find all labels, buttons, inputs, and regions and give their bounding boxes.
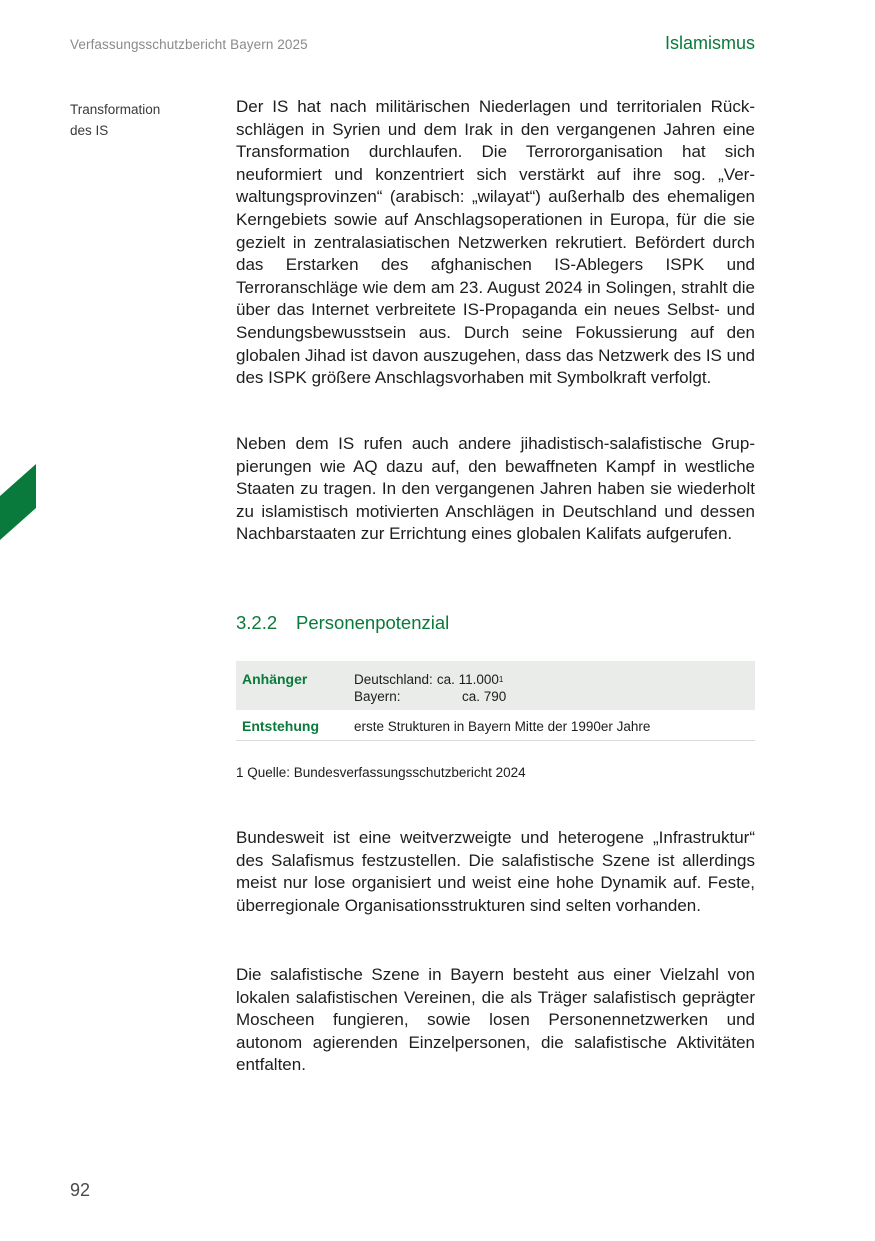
info-table	[236, 661, 755, 741]
margin-note-line-2: des IS	[70, 123, 109, 138]
germany-label: Deutschland:	[354, 672, 433, 687]
table-value-entstehung: erste Strukturen in Bayern Mitte der 1990er Jahre	[354, 719, 651, 734]
bavaria-value: ca. 790	[462, 689, 507, 704]
section-title: Personenpotenzial	[296, 612, 450, 633]
table-key-entstehung: Entstehung	[242, 718, 319, 734]
table-row-anhaenger	[236, 661, 755, 710]
running-header-chapter: Islamismus	[664, 33, 755, 53]
footnote-mark: 1	[498, 675, 504, 684]
section-heading	[236, 612, 449, 634]
margin-note-line-1: Transformation	[70, 102, 161, 117]
table-value-line-germany	[354, 671, 506, 688]
page-number: 92	[70, 1180, 91, 1200]
paragraph-bavaria-scene: Die salafistische Szene in Bayern besteht aus einer Vielzahl von lokalen salafistischen Vereinen, die als Träger salafistisch geprägter Moscheen fungieren, sowie losen Personennetzwerken und autonom agierenden Einzelpersonen, die salafistische Aktivitäten entfalten.	[236, 965, 755, 1075]
section-number: 3.2.2	[236, 612, 278, 633]
table-row-entstehung	[236, 710, 755, 741]
paragraph-other-jihadist-groups: Neben dem IS rufen auch andere jihadistisch-salafistische Gruppierungen wie AQ dazu auf, den bewaffneten Kampf in westliche Staaten zu tragen. In den vergangenen Jahren haben sie wiederholt zu islamistisch motivierten Anschlägen in Deutschland und dessen Nachbarstaaten zur Errichtung eines globalen Kalifats aufgerufen.	[236, 434, 755, 544]
chapter-marker-tab	[0, 464, 36, 540]
table-value-line-bavaria	[354, 688, 506, 705]
paragraph-nationwide-infrastructure: Bundesweit ist eine weitverzweigte und heterogene „Infrastruktur“ des Salafismus festzustellen. Die salafistische Szene ist allerdings meist nur lose organisiert und weist eine hohe Dynamik auf. Feste, überregionale Organisationsstrukturen sind selten vorhanden.	[236, 828, 755, 915]
margin-note	[70, 99, 210, 141]
bavaria-label: Bayern:	[354, 689, 401, 704]
paragraph-is-transformation: Der IS hat nach militärischen Niederlagen und territorialen Rückschlägen in Syrien und dem Irak in den vergangenen Jahren eine Transformation durchlaufen. Die Terrororganisation hat sich neuformiert und konzentriert sich verstärkt auf ihre sog. „Verwaltungsprovinzen“ (arabisch: „wilayat“) außerhalb des ehemaligen Kerngebiets sowie auf Anschlagsoperationen in Europa, für die sie gezielt in zentralasiatischen Netzwerken rekrutiert. Befördert durch das Erstarken des afghanischen IS-Ablegers ISPK und Terroranschläge wie dem am 23. August 2024 in Solingen, strahlt die über das Internet verbreitete IS-Propaganda ein neues Selbst- und Sendungsbewusstsein aus. Durch seine Fokussierung auf den globalen Jihad ist davon auszugehen, dass das Netzwerk des IS und des ISPK größere Anschlagsvorhaben mit Symbolkraft verfolgt.	[236, 97, 755, 388]
germany-value: ca. 11.000	[436, 672, 499, 687]
footnote: 1 Quelle: Bundesverfassungsschutzbericht 2024	[236, 765, 526, 780]
table-value-anhaenger	[354, 661, 506, 710]
running-header-publication: Verfassungsschutzbericht Bayern 2025	[70, 37, 308, 52]
table-key-anhaenger: Anhänger	[242, 671, 308, 687]
